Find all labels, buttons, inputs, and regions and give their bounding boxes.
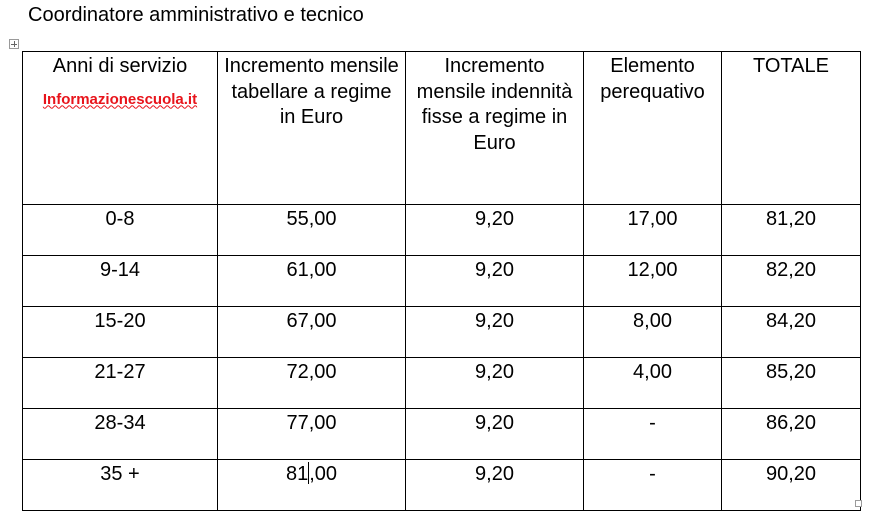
table-row	[23, 307, 861, 358]
document-title: Coordinatore amministrativo e tecnico	[28, 4, 364, 26]
cell-totale[interactable]: 86,20	[722, 409, 861, 460]
cell-totale[interactable]: 85,20	[722, 358, 861, 409]
cell-indennita[interactable]: 9,20	[406, 205, 584, 256]
cell-anni[interactable]: 0-8	[23, 205, 218, 256]
cell-perequativo[interactable]: 4,00	[584, 358, 722, 409]
cell-totale[interactable]: 84,20	[722, 307, 861, 358]
cell-anni[interactable]: 15-20	[23, 307, 218, 358]
table-row	[23, 256, 861, 307]
header-totale[interactable]: TOTALE	[722, 52, 861, 205]
cell-indennita[interactable]: 9,20	[406, 460, 584, 511]
cell-perequativo[interactable]: 12,00	[584, 256, 722, 307]
cell-totale[interactable]: 90,20	[722, 460, 861, 511]
cell-anni[interactable]: 28-34	[23, 409, 218, 460]
cell-tabellare[interactable]: 77,00	[218, 409, 406, 460]
cell-text-after-caret: ,00	[309, 463, 338, 485]
header-incremento-tabellare[interactable]: Incremento mensile tabellare a regime in Euro	[218, 52, 406, 205]
cell-totale[interactable]: 82,20	[722, 256, 861, 307]
header-label: Anni di servizio	[52, 55, 188, 77]
cell-tabellare[interactable]: 55,00	[218, 205, 406, 256]
cell-perequativo[interactable]: 8,00	[584, 307, 722, 358]
cell-anni[interactable]: 9-14	[23, 256, 218, 307]
cell-indennita[interactable]: 9,20	[406, 358, 584, 409]
header-incremento-indennita[interactable]: Incremento mensile indennità fisse a regime in Euro	[406, 52, 584, 205]
cell-tabellare[interactable]: 72,00	[218, 358, 406, 409]
cell-anni[interactable]: 35 +	[23, 460, 218, 511]
cell-tabellare[interactable]: 61,00	[218, 256, 406, 307]
watermark-link[interactable]: Informazionescuola.it	[42, 90, 198, 108]
header-elemento-perequativo[interactable]: Elemento perequativo	[584, 52, 722, 205]
cell-indennita[interactable]: 9,20	[406, 409, 584, 460]
cell-totale[interactable]: 81,20	[722, 205, 861, 256]
cell-text-before-caret: 81	[285, 463, 309, 485]
cell-tabellare[interactable]	[218, 460, 406, 511]
table-header-row	[23, 52, 861, 205]
table-row	[23, 409, 861, 460]
cell-indennita[interactable]: 9,20	[406, 307, 584, 358]
table-row	[23, 205, 861, 256]
cell-perequativo[interactable]: -	[584, 409, 722, 460]
table-row	[23, 460, 861, 511]
cell-tabellare[interactable]: 67,00	[218, 307, 406, 358]
table-row	[23, 358, 861, 409]
table-resize-handle[interactable]	[855, 500, 862, 507]
cell-perequativo[interactable]: 17,00	[584, 205, 722, 256]
cell-perequativo[interactable]: -	[584, 460, 722, 511]
table-move-handle-icon[interactable]	[9, 39, 19, 49]
cell-anni[interactable]: 21-27	[23, 358, 218, 409]
header-anni-di-servizio[interactable]	[23, 52, 218, 205]
cell-indennita[interactable]: 9,20	[406, 256, 584, 307]
salary-table	[22, 51, 861, 511]
